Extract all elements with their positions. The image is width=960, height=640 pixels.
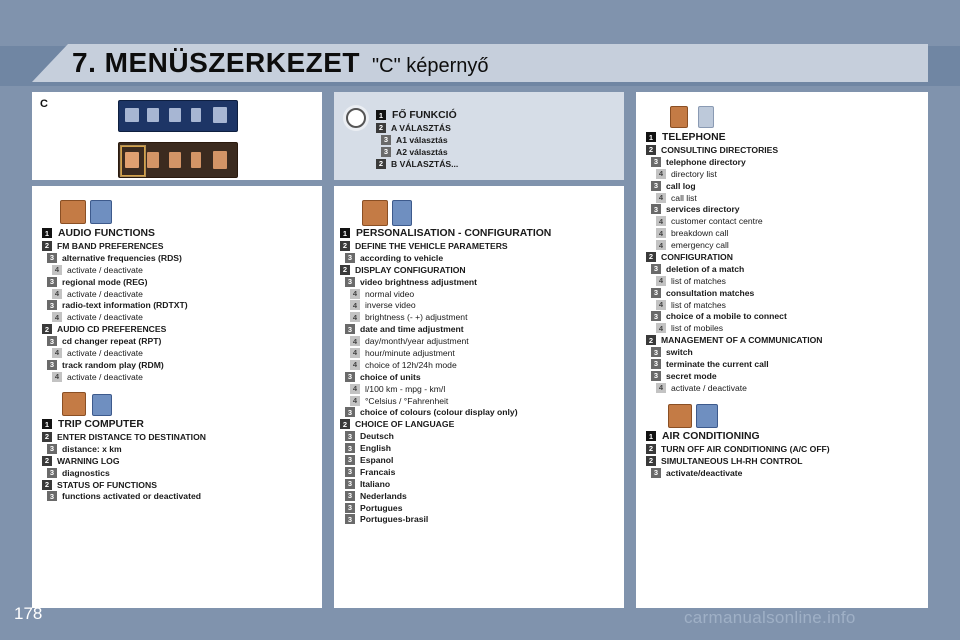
level-badge: 2	[646, 252, 656, 262]
item-label: deletion of a match	[666, 263, 745, 274]
item-label: brightness (- +) adjustment	[365, 312, 468, 323]
level-badge: 4	[656, 193, 666, 203]
level-badge: 4	[52, 265, 62, 275]
list-item	[340, 299, 551, 311]
list-item	[646, 429, 830, 443]
list-item	[42, 479, 206, 491]
level-badge: 1	[42, 228, 52, 238]
list-item	[646, 358, 823, 370]
level-badge: 3	[47, 360, 57, 370]
personalisation-icon	[169, 108, 181, 122]
air-conditioning-icon	[213, 151, 227, 169]
list-item	[646, 203, 823, 215]
item-label: date and time adjustment	[360, 324, 464, 335]
item-label: choice of 12h/24h mode	[365, 359, 457, 370]
item-label: distance: x km	[62, 443, 122, 454]
level-badge: 2	[646, 444, 656, 454]
fuel-icon	[92, 394, 112, 416]
list-item	[646, 130, 823, 144]
item-label: list of mobiles	[671, 323, 724, 334]
level-badge: 2	[42, 241, 52, 251]
level-badge: 4	[350, 360, 360, 370]
level-badge: 3	[381, 147, 391, 157]
list-item	[340, 395, 551, 407]
level-badge: 3	[651, 181, 661, 191]
item-label: activate / deactivate	[67, 264, 143, 275]
fan-icon	[696, 404, 718, 428]
list-item	[42, 467, 206, 479]
item-label: choice of colours (colour display only)	[360, 407, 518, 418]
item-label: activate / deactivate	[67, 288, 143, 299]
audio-list	[42, 224, 188, 383]
item-label: customer contact centre	[671, 216, 763, 227]
menubar-blue	[118, 100, 238, 132]
item-label: FŐ FUNKCIÓ	[392, 109, 457, 121]
list-item	[42, 359, 188, 371]
sun-icon	[346, 108, 366, 128]
level-badge: 3	[651, 204, 661, 214]
list-item	[340, 264, 551, 276]
list-item	[340, 252, 551, 264]
level-badge: 2	[376, 159, 386, 169]
level-badge: 3	[345, 455, 355, 465]
list-item	[646, 180, 823, 192]
level-badge: 4	[350, 336, 360, 346]
list-item	[42, 417, 206, 431]
item-label: English	[360, 443, 392, 454]
level-badge: 4	[656, 169, 666, 179]
level-badge: 2	[340, 419, 350, 429]
level-badge: 4	[350, 312, 360, 322]
item-label: Nederlands	[360, 490, 407, 501]
list-item	[646, 192, 823, 204]
list-item	[42, 431, 206, 443]
trip-computer-icon	[147, 152, 159, 168]
level-badge: 3	[345, 467, 355, 477]
list-item	[646, 299, 823, 311]
list-item	[340, 442, 551, 454]
list-item	[340, 490, 551, 502]
item-label: video brightness adjustment	[360, 276, 477, 287]
level-badge: 1	[376, 110, 386, 120]
level-badge: 4	[656, 240, 666, 250]
list-item	[42, 276, 188, 288]
list-item	[646, 322, 823, 334]
item-label: according to vehicle	[360, 252, 444, 263]
watermark: carmanualsonline.info	[684, 608, 856, 627]
item-label: B VÁLASZTÁS...	[391, 158, 459, 169]
title-subtitle: "C" képernyő	[372, 55, 489, 77]
list-item	[340, 226, 551, 240]
item-label: PERSONALISATION - CONFIGURATION	[356, 227, 552, 239]
level-badge: 4	[656, 228, 666, 238]
telephone-icon	[670, 106, 688, 128]
air-conditioning-icon	[213, 107, 227, 123]
list-item	[646, 168, 823, 180]
audio-icon	[125, 108, 139, 122]
item-label: TRIP COMPUTER	[58, 418, 144, 430]
level-badge: 3	[651, 359, 661, 369]
title-main: 7. MENÜSZERKEZET	[72, 47, 361, 78]
level-badge: 4	[656, 216, 666, 226]
level-badge: 3	[651, 157, 661, 167]
level-badge: 3	[651, 288, 661, 298]
list-item	[646, 443, 830, 455]
list-item	[340, 276, 551, 288]
list-item	[646, 239, 823, 251]
list-item	[646, 346, 823, 358]
item-label: CHOICE OF LANGUAGE	[355, 419, 455, 430]
settings-icon	[392, 200, 412, 226]
item-label: list of matches	[671, 299, 726, 310]
list-item	[646, 467, 830, 479]
item-label: radio-text information (RDTXT)	[62, 300, 188, 311]
level-badge: 4	[350, 348, 360, 358]
selection-frame	[121, 146, 145, 176]
list-item	[646, 287, 823, 299]
item-label: diagnostics	[62, 467, 110, 478]
level-badge: 4	[52, 372, 62, 382]
level-badge: 4	[52, 348, 62, 358]
level-badge: 1	[646, 431, 656, 441]
item-label: secret mode	[666, 370, 717, 381]
list-item	[646, 215, 823, 227]
item-label: inverse video	[365, 300, 416, 311]
list-item	[340, 335, 551, 347]
item-label: AUDIO CD PREFERENCES	[57, 324, 167, 335]
screen-label: C	[40, 98, 48, 110]
level-badge: 3	[47, 300, 57, 310]
item-label: Espanol	[360, 454, 394, 465]
item-label: STATUS OF FUNCTIONS	[57, 479, 157, 490]
list-item	[646, 275, 823, 287]
level-badge: 1	[42, 419, 52, 429]
list-item	[376, 108, 458, 122]
list-item	[376, 158, 458, 170]
list-item	[340, 311, 551, 323]
item-label: FM BAND PREFERENCES	[57, 240, 164, 251]
item-label: consultation matches	[666, 287, 755, 298]
item-label: SIMULTANEOUS LH-RH CONTROL	[661, 455, 803, 466]
item-label: hour/minute adjustment	[365, 347, 455, 358]
list-item	[42, 288, 188, 300]
level-badge: 2	[42, 432, 52, 442]
list-item	[646, 334, 823, 346]
list-item	[376, 122, 458, 134]
list-item	[646, 382, 823, 394]
list-item	[646, 251, 823, 263]
telephone-icon	[191, 108, 201, 122]
menubar-warm	[118, 142, 238, 178]
list-item	[340, 240, 551, 252]
item-label: CONFIGURATION	[661, 251, 733, 262]
level-badge: 4	[350, 396, 360, 406]
personalisation-icon	[169, 152, 181, 168]
personalisation-list	[340, 224, 551, 525]
list-item	[646, 455, 830, 467]
list-item	[340, 371, 551, 383]
level-badge: 1	[646, 132, 656, 142]
item-label: call log	[666, 180, 696, 191]
item-label: regional mode (REG)	[62, 276, 148, 287]
list-item	[42, 240, 188, 252]
item-label: list of matches	[671, 275, 726, 286]
list-item	[340, 323, 551, 335]
main-function-list	[376, 106, 458, 170]
list-item	[340, 466, 551, 478]
item-label: ENTER DISTANCE TO DESTINATION	[57, 431, 206, 442]
level-badge: 3	[345, 277, 355, 287]
list-item	[646, 227, 823, 239]
level-badge: 3	[381, 135, 391, 145]
item-label: call list	[671, 192, 697, 203]
level-badge: 3	[47, 336, 57, 346]
level-badge: 4	[656, 300, 666, 310]
item-label: Portugues-brasil	[360, 514, 429, 525]
item-label: A VÁLASZTÁS	[391, 122, 451, 133]
list-item	[646, 144, 823, 156]
item-label: telephone directory	[666, 156, 746, 167]
level-badge: 2	[646, 456, 656, 466]
level-badge: 4	[656, 383, 666, 393]
item-label: functions activated or deactivated	[62, 491, 201, 502]
item-label: A2 választás	[396, 146, 448, 157]
list-item	[42, 311, 188, 323]
level-badge: 2	[646, 145, 656, 155]
level-badge: 3	[345, 253, 355, 263]
level-badge: 3	[47, 491, 57, 501]
item-label: activate / deactivate	[67, 312, 143, 323]
item-label: Deutsch	[360, 431, 394, 442]
list-item	[42, 264, 188, 276]
level-badge: 3	[345, 443, 355, 453]
list-item	[340, 502, 551, 514]
level-badge: 3	[345, 372, 355, 382]
item-label: AIR CONDITIONING	[662, 430, 760, 442]
level-badge: 3	[345, 503, 355, 513]
level-badge: 3	[345, 324, 355, 334]
mobile-phone-icon	[698, 106, 714, 128]
level-badge: 3	[651, 347, 661, 357]
list-item	[376, 146, 458, 158]
level-badge: 3	[345, 431, 355, 441]
page-number: 178	[14, 604, 43, 623]
item-label: Portugues	[360, 502, 403, 513]
list-item	[42, 490, 206, 502]
list-item	[42, 347, 188, 359]
item-label: day/month/year adjustment	[365, 336, 469, 347]
item-label: DISPLAY CONFIGURATION	[355, 264, 466, 275]
item-label: AUDIO FUNCTIONS	[58, 227, 155, 239]
list-item	[340, 383, 551, 395]
item-label: cd changer repeat (RPT)	[62, 336, 162, 347]
list-item	[646, 156, 823, 168]
audio-road-icon	[90, 200, 112, 224]
item-label: activate/deactivate	[666, 467, 743, 478]
list-item	[340, 513, 551, 525]
level-badge: 3	[47, 468, 57, 478]
item-label: °Celsius / °Fahrenheit	[365, 395, 449, 406]
item-label: TELEPHONE	[662, 131, 726, 143]
item-label: TURN OFF AIR CONDITIONING (A/C OFF)	[661, 443, 830, 454]
level-badge: 4	[350, 289, 360, 299]
level-badge: 3	[651, 468, 661, 478]
item-label: WARNING LOG	[57, 455, 120, 466]
list-item	[376, 134, 458, 146]
level-badge: 3	[345, 407, 355, 417]
list-item	[646, 310, 823, 322]
list-item	[42, 455, 206, 467]
level-badge: 3	[345, 491, 355, 501]
item-label: terminate the current call	[666, 358, 769, 369]
item-label: services directory	[666, 204, 740, 215]
item-label: directory list	[671, 168, 717, 179]
item-label: MANAGEMENT OF A COMMUNICATION	[661, 335, 823, 346]
item-label: CONSULTING DIRECTORIES	[661, 144, 779, 155]
item-label: Francais	[360, 466, 396, 477]
personalisation-icon	[362, 200, 388, 226]
level-badge: 4	[656, 276, 666, 286]
item-label: Italiano	[360, 478, 391, 489]
list-item	[340, 418, 551, 430]
level-badge: 3	[47, 444, 57, 454]
item-label: activate / deactivate	[67, 371, 143, 382]
page-title	[72, 44, 489, 82]
level-badge: 3	[345, 514, 355, 524]
trip-computer-icon	[62, 392, 86, 416]
level-badge: 2	[376, 123, 386, 133]
list-item	[340, 478, 551, 490]
trip-list	[42, 415, 206, 502]
item-label: track random play (RDM)	[62, 359, 164, 370]
air-list	[646, 427, 830, 479]
trip-computer-icon	[147, 108, 159, 122]
air-conditioning-icon	[668, 404, 692, 428]
list-item	[42, 299, 188, 311]
list-item	[340, 347, 551, 359]
level-badge: 4	[52, 289, 62, 299]
list-item	[646, 263, 823, 275]
item-label: DEFINE THE VEHICLE PARAMETERS	[355, 240, 508, 251]
list-item	[340, 359, 551, 371]
item-label: choice of a mobile to connect	[666, 311, 787, 322]
list-item	[42, 323, 188, 335]
level-badge: 3	[651, 371, 661, 381]
item-label: emergency call	[671, 240, 729, 251]
audio-settings-icon	[60, 200, 86, 224]
level-badge: 2	[340, 241, 350, 251]
level-badge: 4	[350, 300, 360, 310]
level-badge: 4	[350, 384, 360, 394]
level-badge: 4	[656, 323, 666, 333]
item-label: alternative frequencies (RDS)	[62, 252, 182, 263]
list-item	[340, 430, 551, 442]
item-label: choice of units	[360, 371, 421, 382]
telephone-list	[646, 128, 823, 394]
list-item	[340, 288, 551, 300]
level-badge: 3	[651, 311, 661, 321]
level-badge: 3	[47, 277, 57, 287]
level-badge: 2	[42, 480, 52, 490]
telephone-icon	[191, 152, 201, 168]
level-badge: 4	[52, 312, 62, 322]
level-badge: 2	[42, 456, 52, 466]
item-label: breakdown call	[671, 228, 729, 239]
item-label: l/100 km - mpg - km/l	[365, 383, 446, 394]
item-label: A1 választás	[396, 134, 448, 145]
list-item	[42, 371, 188, 383]
level-badge: 2	[42, 324, 52, 334]
list-item	[42, 335, 188, 347]
item-label: activate / deactivate	[671, 382, 747, 393]
level-badge: 2	[340, 265, 350, 275]
level-badge: 3	[47, 253, 57, 263]
list-item	[42, 443, 206, 455]
list-item	[340, 406, 551, 418]
list-item	[646, 370, 823, 382]
list-item	[340, 454, 551, 466]
item-label: normal video	[365, 288, 415, 299]
item-label: activate / deactivate	[67, 347, 143, 358]
level-badge: 1	[340, 228, 350, 238]
level-badge: 2	[646, 335, 656, 345]
level-badge: 3	[345, 479, 355, 489]
list-item	[42, 226, 188, 240]
list-item	[42, 252, 188, 264]
level-badge: 3	[651, 264, 661, 274]
item-label: switch	[666, 347, 693, 358]
